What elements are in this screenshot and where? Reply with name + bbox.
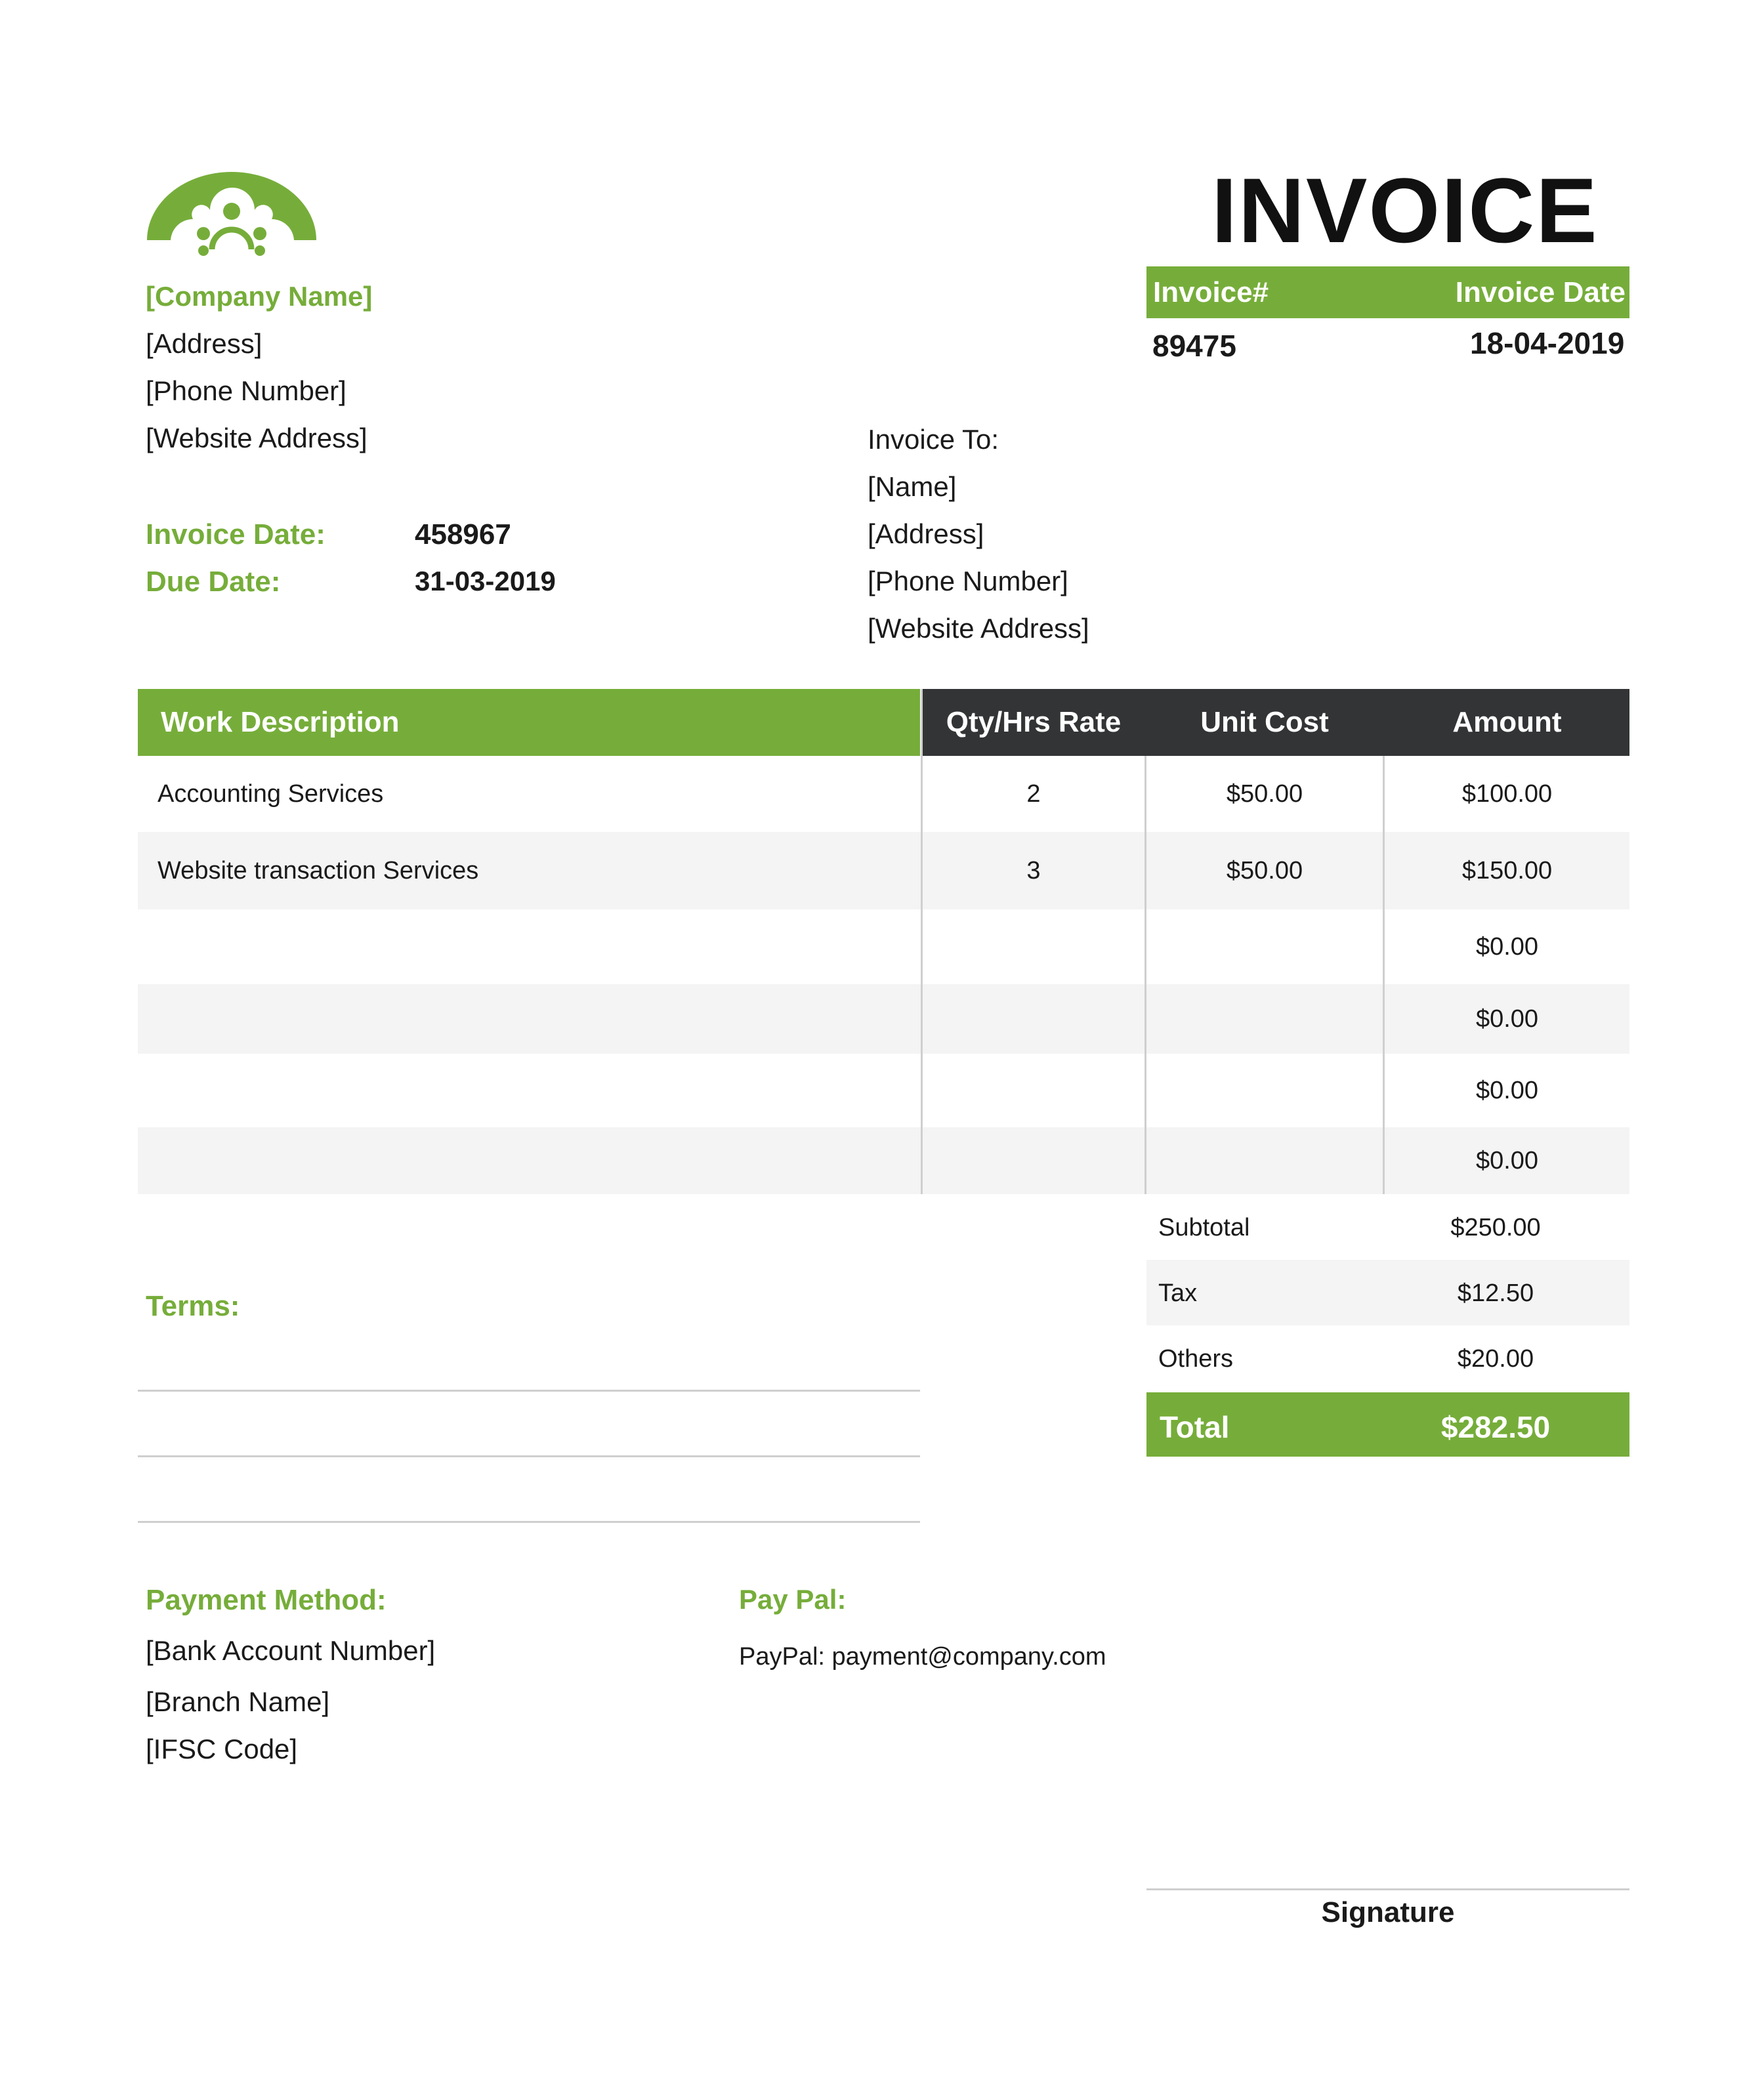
row-qty [923, 909, 1144, 984]
bill-to-website: [Website Address] [868, 613, 1089, 644]
others-row [1146, 1325, 1629, 1391]
paypal-label: Pay Pal: [739, 1584, 847, 1615]
row-amount: $0.00 [1475, 1005, 1539, 1033]
signature-line [1146, 1888, 1629, 1890]
row-unit-cost [1146, 909, 1383, 984]
column-divider [921, 689, 923, 1194]
table-row [138, 984, 1629, 1054]
invoice-title: INVOICE [1211, 159, 1599, 262]
row-unit-cost [1146, 1054, 1383, 1127]
terms-line [138, 1521, 920, 1523]
row-amount: $0.00 [1475, 1076, 1539, 1104]
total-row [1146, 1392, 1629, 1457]
paypal-text: PayPal: payment@company.com [739, 1643, 1106, 1671]
company-logo-icon [146, 172, 318, 257]
terms-line [138, 1455, 920, 1457]
bank-account: [Bank Account Number] [146, 1635, 436, 1666]
row-amount: $150.00 [1461, 856, 1553, 884]
due-date-value: 31-03-2019 [415, 566, 556, 596]
tax-label: Tax [1158, 1279, 1198, 1307]
table-row [138, 756, 1629, 832]
invoice-date-label-left: Invoice Date: [146, 518, 326, 551]
branch-name: [Branch Name] [146, 1686, 330, 1717]
table-row [138, 1054, 1629, 1127]
row-unit-cost [1146, 1127, 1383, 1194]
row-qty [923, 984, 1144, 1054]
row-description: Accounting Services [158, 779, 384, 808]
bill-to-address: [Address] [868, 518, 984, 549]
header-description: Work Description [161, 706, 400, 738]
row-qty: 3 [1026, 856, 1041, 884]
company-address: [Address] [146, 328, 262, 359]
subtotal-row [1146, 1194, 1629, 1260]
row-unit-cost [1146, 984, 1383, 1054]
bill-to-phone: [Phone Number] [868, 566, 1068, 596]
row-description: Website transaction Services [158, 856, 479, 884]
table-header [138, 689, 1629, 756]
ifsc-code: [IFSC Code] [146, 1734, 298, 1764]
terms-line [138, 1390, 920, 1392]
column-divider [1144, 756, 1146, 1194]
others-value: $20.00 [1457, 1345, 1534, 1373]
row-amount: $100.00 [1461, 779, 1553, 808]
row-amount: $0.00 [1475, 1146, 1539, 1174]
row-unit-cost: $50.00 [1226, 779, 1303, 808]
table-row [138, 1127, 1629, 1194]
invoice-date-label: Invoice Date [1455, 276, 1626, 308]
header-qty: Qty/Hrs Rate [946, 706, 1122, 738]
tax-value: $12.50 [1457, 1279, 1534, 1307]
company-name: [Company Name] [146, 281, 373, 312]
subtotal-label: Subtotal [1158, 1214, 1250, 1241]
invoice-meta-header [1146, 266, 1629, 318]
row-amount: $0.00 [1475, 932, 1539, 961]
column-divider [1383, 756, 1385, 1194]
total-label: Total [1160, 1410, 1230, 1444]
header-unit-cost: Unit Cost [1200, 706, 1329, 738]
row-unit-cost: $50.00 [1226, 856, 1303, 884]
table-row [138, 909, 1629, 984]
bill-to-name: [Name] [868, 471, 957, 502]
signature-label: Signature [1321, 1896, 1455, 1928]
line-items-table [138, 689, 1629, 1194]
subtotal-value: $250.00 [1450, 1214, 1541, 1241]
others-label: Others [1158, 1345, 1234, 1373]
row-qty [923, 1127, 1144, 1194]
row-qty: 2 [1026, 779, 1041, 808]
row-qty [923, 1054, 1144, 1127]
terms-label: Terms: [146, 1290, 240, 1322]
invoice-date-value-left: 458967 [415, 518, 511, 551]
bill-to-label: Invoice To: [868, 424, 999, 455]
invoice-number-value: 89475 [1152, 329, 1236, 363]
invoice-date-value: 18-04-2019 [1470, 326, 1625, 360]
company-website: [Website Address] [146, 423, 368, 453]
due-date-label: Due Date: [146, 566, 281, 598]
table-row [138, 832, 1629, 909]
invoice-number-label: Invoice# [1153, 276, 1269, 308]
payment-method-label: Payment Method: [146, 1584, 387, 1616]
total-value: $282.50 [1440, 1410, 1551, 1444]
tax-row [1146, 1260, 1629, 1325]
company-phone: [Phone Number] [146, 375, 346, 406]
header-amount: Amount [1452, 706, 1562, 738]
